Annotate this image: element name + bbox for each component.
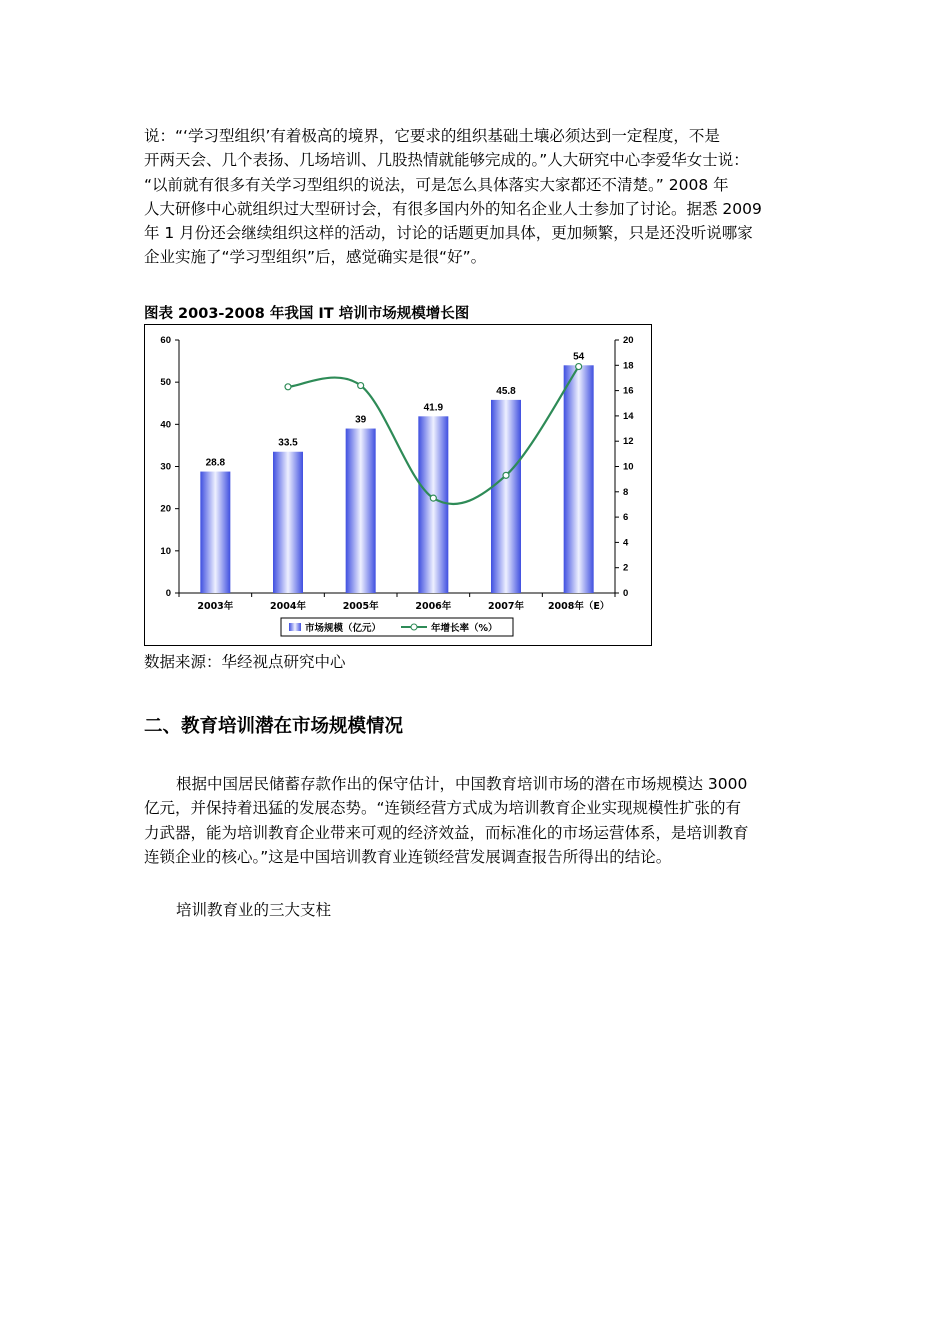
figure-source: 数据来源：华经视点研究中心 <box>144 653 346 671</box>
right-tick-label: 12 <box>623 436 634 448</box>
bar-data-label: 33.5 <box>278 437 298 449</box>
left-tick-label: 50 <box>160 377 171 389</box>
paragraph-intro <box>144 124 810 270</box>
right-tick-label: 16 <box>623 385 634 397</box>
x-tick-label: 2008年（E） <box>547 601 610 612</box>
bar-market-size <box>418 416 448 593</box>
left-tick-label: 30 <box>160 461 171 473</box>
right-tick-label: 0 <box>623 588 629 599</box>
right-tick-label: 20 <box>623 335 634 346</box>
right-tick-label: 2 <box>623 562 629 574</box>
x-tick-label: 2004年 <box>270 601 306 612</box>
right-tick-label: 10 <box>623 461 634 473</box>
bar-data-label: 54 <box>573 351 585 363</box>
legend-bar-swatch <box>289 623 301 631</box>
right-tick-label: 14 <box>623 410 634 422</box>
paragraph-line: 企业实施了“学习型组织”后，感觉确实是很“好”。 <box>144 248 487 267</box>
left-tick-label: 0 <box>165 588 171 599</box>
paragraph-line: 根据中国居民储蓄存款作出的保守估计，中国教育培训市场的潜在市场规模达 3000 <box>176 775 748 793</box>
legend-line-marker <box>411 624 417 630</box>
paragraph-line: “以前就有很多有关学习型组织的说法，可是怎么具体落实大家都还不清楚。” 2008 年 <box>144 175 729 194</box>
growth-rate-point <box>358 383 364 389</box>
right-tick-label: 4 <box>623 537 629 549</box>
bar-market-size <box>491 400 521 593</box>
legend-bar-label: 市场规模（亿元） <box>305 623 382 634</box>
left-tick-label: 60 <box>160 335 171 346</box>
bar-data-label: 45.8 <box>496 385 516 397</box>
figure-caption: 图表 2003-2008 年我国 IT 培训市场规模增长图 <box>144 306 470 322</box>
right-tick-label: 6 <box>623 512 629 524</box>
paragraph-line: 开两天会、几个表扬、几场培训、几股热情就能够完成的。”人大研究中心李爱华女士说： <box>144 151 749 170</box>
paragraph-line: 人大研修中心就组织过大型研讨会，有很多国内外的知名企业人士参加了讨论。据悉 2009 <box>144 199 762 218</box>
section-heading: 二、教育培训潜在市场规模情况 <box>144 716 404 737</box>
x-tick-label: 2006年 <box>415 601 452 612</box>
x-tick-label: 2003年 <box>197 601 234 612</box>
right-tick-label: 18 <box>623 360 634 372</box>
growth-rate-point <box>576 364 582 370</box>
paragraph-line: 年 1 月份还会继续组织这样的活动，讨论的话题更加具体，更加频繁，只是还没听说哪家 <box>144 224 753 243</box>
paragraph-line: 亿元，并保持着迅猛的发展态势。“连锁经营方式成为培训教育企业实现规模性扩张的有 <box>144 799 742 818</box>
left-tick-label: 40 <box>160 419 171 431</box>
growth-rate-point <box>503 472 509 478</box>
bar-data-label: 28.8 <box>205 457 226 469</box>
bar-market-size <box>273 452 303 593</box>
paragraph-pillars: 培训教育业的三大支柱 <box>176 901 332 919</box>
x-tick-label: 2005年 <box>342 601 379 612</box>
left-tick-label: 20 <box>160 503 171 515</box>
market-size-chart <box>145 325 651 645</box>
right-tick-label: 8 <box>623 486 629 498</box>
bar-market-size <box>564 365 594 593</box>
bar-market-size <box>346 429 376 593</box>
growth-rate-point <box>285 384 291 390</box>
x-tick-label: 2007年 <box>488 601 524 612</box>
bar-data-label: 41.9 <box>423 402 444 414</box>
bar-data-label: 39 <box>355 414 367 426</box>
left-tick-label: 10 <box>160 545 171 557</box>
legend-line-label: 年增长率（%） <box>431 623 498 634</box>
chart-frame <box>144 324 652 646</box>
paragraph-market <box>144 772 810 869</box>
growth-rate-point <box>430 495 436 501</box>
paragraph-line: 说：“‘学习型组织’有着极高的境界，它要求的组织基础土壤必须达到一定程度，不是 <box>144 127 720 145</box>
paragraph-line: 力武器，能为培训教育企业带来可观的经济效益，而标准化的市场运营体系，是培训教育 <box>144 823 749 842</box>
bar-market-size <box>200 472 230 593</box>
paragraph-line: 连锁企业的核心。”这是中国培训教育业连锁经营发展调查报告所得出的结论。 <box>144 847 672 866</box>
